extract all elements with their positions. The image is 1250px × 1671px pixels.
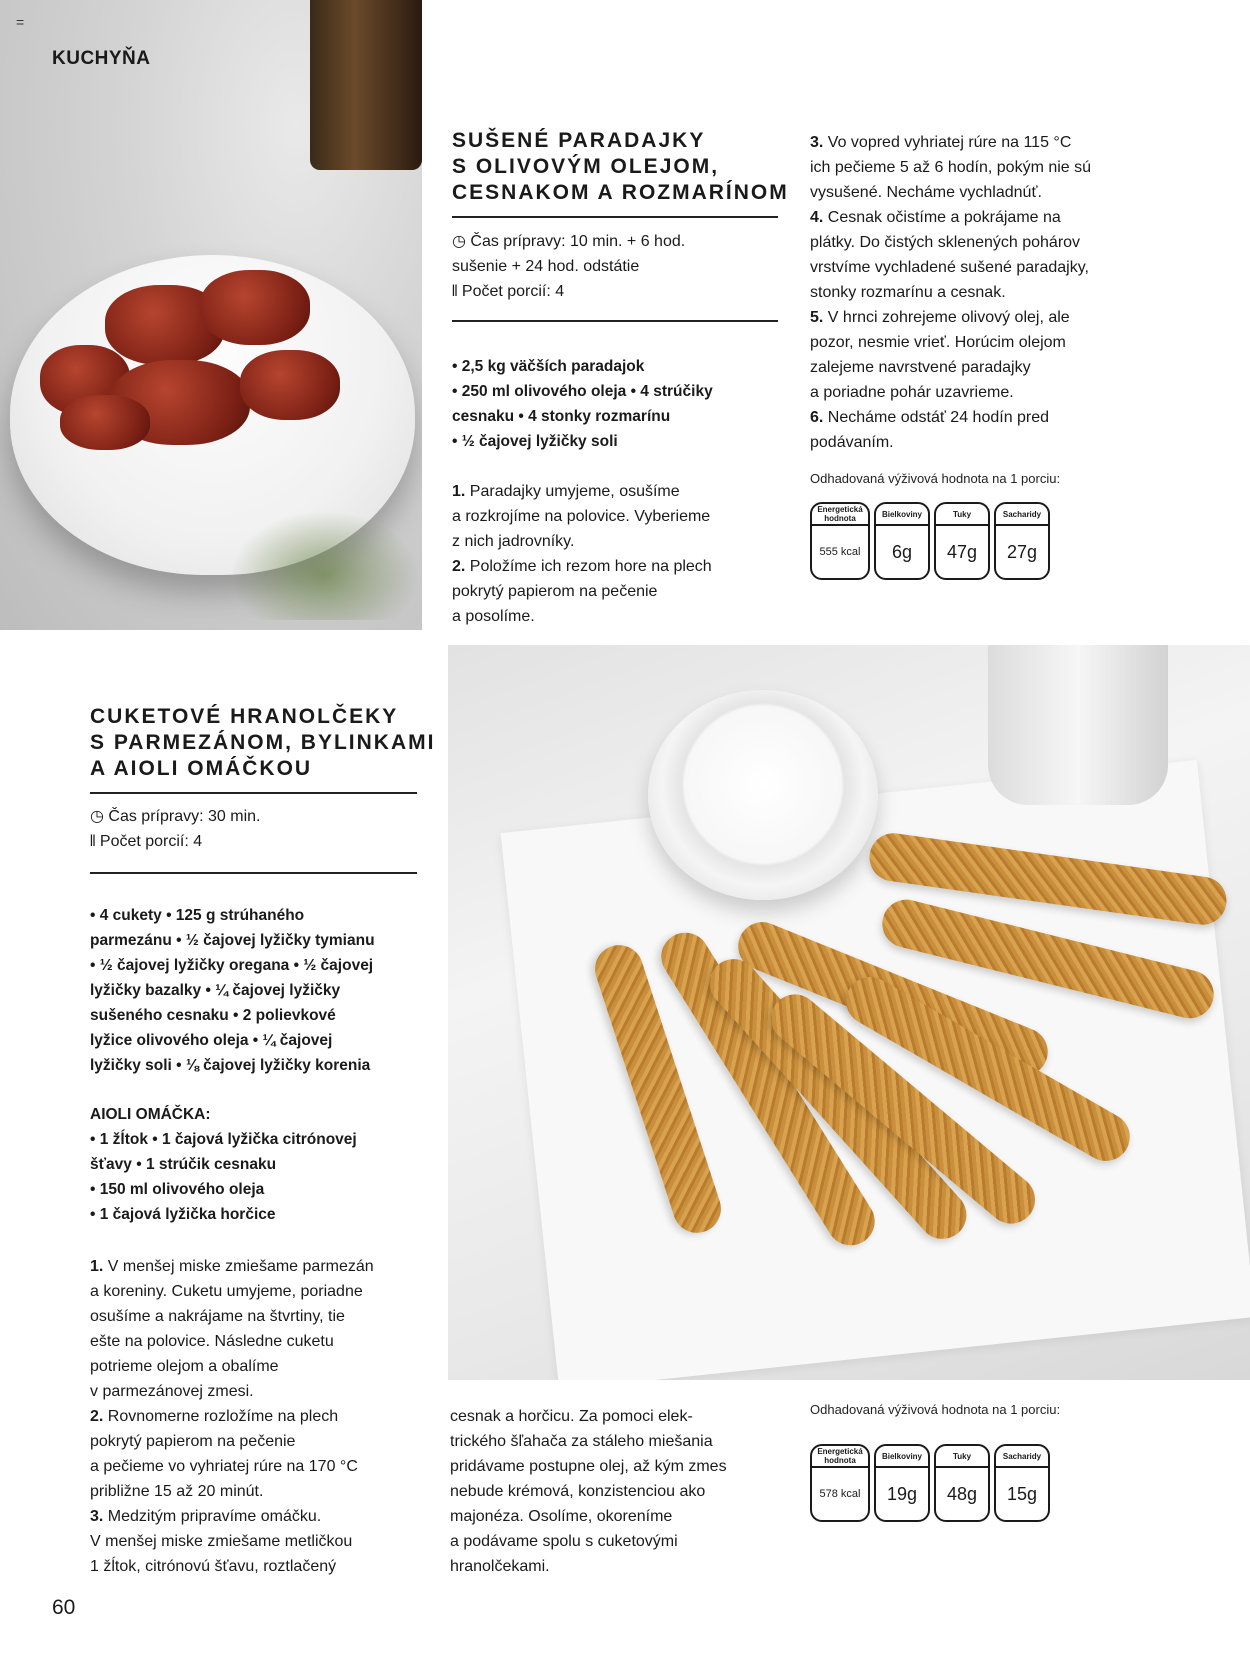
recipe1-title-line: S OLIVOVÝM OLEJOM, bbox=[452, 155, 720, 178]
ingredient-line: • 1 žĺtok • 1 čajová lyžička citrónovej bbox=[90, 1131, 357, 1148]
step-text: cesnak a horčicu. Za pomoci elek- bbox=[450, 1408, 693, 1425]
nutrition-carbs bbox=[994, 502, 1050, 580]
prep-time: Čas prípravy: 30 min. bbox=[108, 808, 261, 825]
nutrition-value: 47g bbox=[946, 541, 978, 562]
step-text: Rovnomerne rozložíme na plech bbox=[107, 1408, 339, 1425]
nutrition-label: Odhadovaná výživová hodnota na 1 porciu: bbox=[810, 471, 1061, 486]
nutrition-table bbox=[810, 502, 1050, 580]
step-text: hranolčekami. bbox=[450, 1558, 550, 1575]
step-text: a posolíme. bbox=[452, 608, 535, 625]
recipe1-steps-left bbox=[452, 479, 712, 629]
tomato-image bbox=[240, 350, 340, 420]
ingredient-line: • 2,5 kg väčších paradajok bbox=[452, 358, 645, 375]
step-text: vrstvíme vychladené sušené paradajky, bbox=[810, 259, 1089, 276]
prep-time: Čas prípravy: 10 min. + 6 hod. bbox=[470, 233, 686, 250]
step-text: pokrytý papierom na pečenie bbox=[452, 583, 658, 600]
recipe2-title-line: S PARMEZÁNOM, BYLINKAMI bbox=[90, 731, 436, 754]
page-number: 60 bbox=[52, 1596, 76, 1619]
sun-dried-tomatoes-photo bbox=[0, 0, 422, 630]
nutrition-value: 19g bbox=[886, 1483, 918, 1504]
step-text: pokrytý papierom na pečenie bbox=[90, 1433, 296, 1450]
step-text: zalejeme navrstvené paradajky bbox=[810, 359, 1031, 376]
step-text: Medzitým pripravíme omáčku. bbox=[107, 1508, 322, 1525]
nutrition-value: 555 kcal bbox=[819, 546, 861, 558]
ingredient-line: cesnaku • 4 stonky rozmarínu bbox=[452, 408, 671, 425]
step-number: 2. bbox=[452, 558, 466, 575]
divider bbox=[90, 792, 417, 794]
ingredient-line: lyžičky soli • ⅛ čajovej lyžičky korenia bbox=[90, 1057, 371, 1074]
step-text: a podávame spolu s cuketovými bbox=[450, 1533, 678, 1550]
cutlery-icon: 𝍪 bbox=[90, 833, 100, 850]
step-text: podávaním. bbox=[810, 434, 894, 451]
step-text: pozor, nesmie vrieť. Horúcim olejom bbox=[810, 334, 1066, 351]
ingredient-line: • 1 čajová lyžička horčice bbox=[90, 1206, 276, 1223]
step-text: V hrnci zohrejeme olivový olej, ale bbox=[827, 309, 1070, 326]
ingredient-line: • ½ čajovej lyžičky soli bbox=[452, 433, 618, 450]
step-number: 4. bbox=[810, 209, 824, 226]
nutrition-protein bbox=[874, 502, 930, 580]
aioli-dish-image bbox=[648, 690, 878, 900]
step-number: 2. bbox=[90, 1408, 104, 1425]
recipe1-steps-right bbox=[810, 130, 1091, 455]
nutrition-head: Sacharidy bbox=[996, 1446, 1048, 1468]
zucchini-fries-photo bbox=[448, 645, 1250, 1380]
nutrition-energy bbox=[810, 502, 870, 580]
step-text: a pečieme vo vyhriatej rúre na 170 °C bbox=[90, 1458, 358, 1475]
menu-icon[interactable]: = bbox=[16, 14, 25, 30]
step-text: ešte na polovice. Následne cuketu bbox=[90, 1333, 334, 1350]
step-text: Necháme odstáť 24 hodín pred bbox=[827, 409, 1050, 426]
step-text: majonéza. Osolíme, okoreníme bbox=[450, 1508, 673, 1525]
step-text: vysušené. Necháme vychladnúť. bbox=[810, 184, 1042, 201]
step-text: a poriadne pohár uzavrieme. bbox=[810, 384, 1014, 401]
step-text: nebude krémová, konzistenciou ako bbox=[450, 1483, 706, 1500]
recipe1-ingredients bbox=[452, 354, 713, 454]
portions: Počet porcií: 4 bbox=[99, 833, 203, 850]
nutrition-protein bbox=[874, 1444, 930, 1522]
recipe2-meta bbox=[90, 804, 260, 854]
aioli-ingredients bbox=[90, 1102, 357, 1227]
recipe2-steps-mid bbox=[450, 1404, 727, 1579]
step-text: Položíme ich rezom hore na plech bbox=[469, 558, 712, 575]
nutrition-value: 48g bbox=[946, 1483, 978, 1504]
step-text: v parmezánovej zmesi. bbox=[90, 1383, 254, 1400]
recipe2-ingredients bbox=[90, 903, 375, 1078]
divider bbox=[90, 872, 417, 874]
nutrition-head: Tuky bbox=[936, 504, 988, 526]
cutlery-icon: 𝍪 bbox=[452, 283, 462, 300]
ingredient-line: sušeného cesnaku • 2 polievkové bbox=[90, 1007, 336, 1024]
step-text: približne 15 až 20 minút. bbox=[90, 1483, 264, 1500]
section-title: KUCHYŇA bbox=[52, 48, 151, 69]
recipe1-meta bbox=[452, 229, 685, 304]
step-text: V menšej miske zmiešame parmezán bbox=[107, 1258, 374, 1275]
nutrition-value: 578 kcal bbox=[819, 1488, 861, 1500]
recipe2-title bbox=[90, 704, 435, 782]
tomato-image bbox=[200, 270, 310, 345]
step-text: Cesnak očistíme a pokrájame na bbox=[827, 209, 1061, 226]
nutrition-label: Odhadovaná výživová hodnota na 1 porciu: bbox=[810, 1402, 1061, 1417]
nutrition-energy bbox=[810, 1444, 870, 1522]
clock-icon: ◷ bbox=[90, 808, 109, 825]
step-text: a koreniny. Cuketu umyjeme, poriadne bbox=[90, 1283, 363, 1300]
step-text: z nich jadrovníky. bbox=[452, 533, 575, 550]
cup-image bbox=[988, 645, 1168, 805]
recipe1-title bbox=[452, 128, 789, 206]
nutrition-carbs bbox=[994, 1444, 1050, 1522]
ingredient-line: • ½ čajovej lyžičky oregana • ½ čajovej bbox=[90, 957, 374, 974]
nutrition-head: Tuky bbox=[936, 1446, 988, 1468]
divider bbox=[452, 216, 778, 218]
aioli-title: AIOLI OMÁČKA: bbox=[90, 1106, 211, 1123]
recipe2-title-line: CUKETOVÉ HRANOLČEKY bbox=[90, 705, 399, 728]
step-text: 1 žĺtok, citrónovú šťavu, roztlačený bbox=[90, 1558, 337, 1575]
nutrition-head: Sacharidy bbox=[996, 504, 1048, 526]
step-number: 1. bbox=[90, 1258, 104, 1275]
step-text: trického šľahača za stáleho miešania bbox=[450, 1433, 713, 1450]
ingredient-line: • 250 ml olivového oleja • 4 strúčiky bbox=[452, 383, 713, 400]
recipe2-title-line: A AIOLI OMÁČKOU bbox=[90, 757, 313, 780]
nutrition-value: 27g bbox=[1006, 541, 1038, 562]
step-number: 3. bbox=[810, 134, 824, 151]
nutrition-head: Energetická hodnota bbox=[812, 1446, 868, 1468]
ingredient-line: šťavy • 1 strúčik cesnaku bbox=[90, 1156, 277, 1173]
step-text: a rozkrojíme na polovice. Vyberieme bbox=[452, 508, 711, 525]
nutrition-value: 6g bbox=[891, 541, 913, 562]
ingredient-line: lyžičky bazalky • ¼ čajovej lyžičky bbox=[90, 982, 341, 999]
nutrition-head: Bielkoviny bbox=[876, 504, 928, 526]
step-text: Paradajky umyjeme, osušíme bbox=[469, 483, 680, 500]
step-number: 6. bbox=[810, 409, 824, 426]
ingredient-line: • 150 ml olivového oleja bbox=[90, 1181, 265, 1198]
nutrition-fat bbox=[934, 502, 990, 580]
recipe1-title-line: SUŠENÉ PARADAJKY bbox=[452, 129, 706, 152]
nutrition-head: Energetická hodnota bbox=[812, 504, 868, 526]
step-text: Vo vopred vyhriatej rúre na 115 °C bbox=[827, 134, 1072, 151]
thyme-image bbox=[230, 510, 420, 620]
step-text: V menšej miske zmiešame metličkou bbox=[90, 1533, 353, 1550]
step-text: osušíme a nakrájame na štvrtiny, tie bbox=[90, 1308, 345, 1325]
step-text: ich pečieme 5 až 6 hodín, pokým nie sú bbox=[810, 159, 1092, 176]
step-number: 3. bbox=[90, 1508, 104, 1525]
nutrition-fat bbox=[934, 1444, 990, 1522]
clock-icon: ◷ bbox=[452, 233, 471, 250]
step-text: pridávame postupne olej, až kým zmes bbox=[450, 1458, 727, 1475]
jar-image bbox=[310, 0, 422, 170]
nutrition-value: 15g bbox=[1006, 1483, 1038, 1504]
step-text: potrieme olejom a obalíme bbox=[90, 1358, 279, 1375]
ingredient-line: parmezánu • ½ čajovej lyžičky tymianu bbox=[90, 932, 375, 949]
tomato-image bbox=[60, 395, 150, 450]
ingredient-line: • 4 cukety • 125 g strúhaného bbox=[90, 907, 305, 924]
step-text: stonky rozmarínu a cesnak. bbox=[810, 284, 1006, 301]
step-text: plátky. Do čistých sklenených pohárov bbox=[810, 234, 1081, 251]
nutrition-head: Bielkoviny bbox=[876, 1446, 928, 1468]
ingredient-line: lyžice olivového oleja • ¼ čajovej bbox=[90, 1032, 333, 1049]
recipe2-steps-left bbox=[90, 1254, 374, 1579]
portions: Počet porcií: 4 bbox=[461, 283, 565, 300]
step-number: 5. bbox=[810, 309, 824, 326]
step-number: 1. bbox=[452, 483, 466, 500]
nutrition-table bbox=[810, 1444, 1050, 1522]
prep-time-cont: sušenie + 24 hod. odstátie bbox=[452, 258, 640, 275]
divider bbox=[452, 320, 778, 322]
recipe1-title-line: CESNAKOM A ROZMARÍNOM bbox=[452, 181, 789, 204]
